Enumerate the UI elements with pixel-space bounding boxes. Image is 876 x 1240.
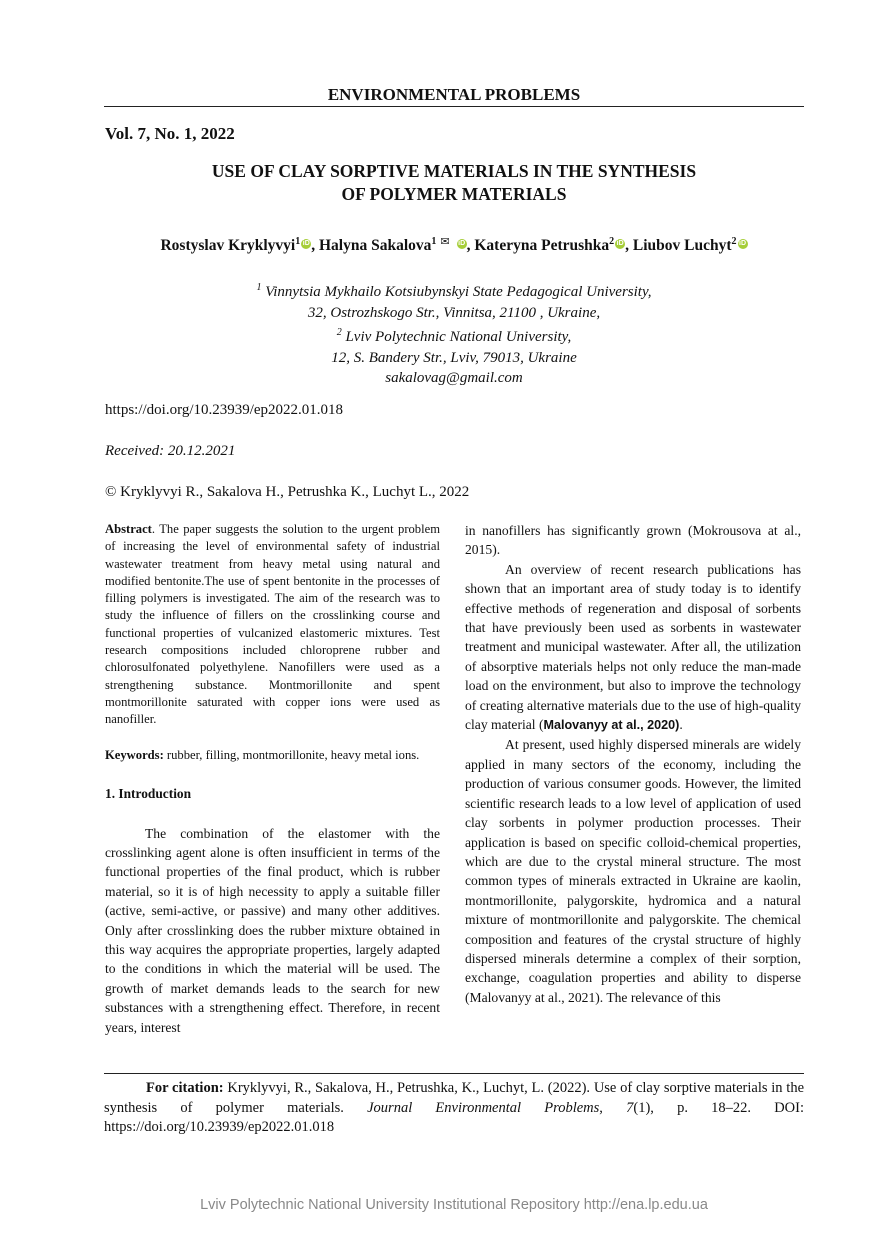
affiliation-line: 32, Ostrozhskogo Str., Vinnitsa, 21100 , Ukraine,: [307, 304, 601, 321]
intro-paragraph: The combination of the elastomer with the crosslinking agent alone is often insufficient in terms of the functional properties of the final product, which is rubber material, so it is of high necessity to apply a suitable filler (active, semi-active, or passive) and many other additives. Only after crosslinking does the rubber mixture obtained in this way acquires the appropriate properties, largely adapted to the conditions in which the material will be used. The growth of market demands leads to the search for new substances with a strengthening effect. Therefore, in recent years, interest: [105, 825, 440, 1035]
paragraph: An overview of recent research publications has shown that an important area of study today is to identify effective methods of regeneration and disposal of sorbents that have previously been used as sorbents in wastewater treatment and municipal wastewater. After all, the utilization of absorptive materials helps not only reduce the man-made load on the environment, but also to improve the technology of creating alternative materials due to the use of high-quality clay material (Malovanyy at al., 2020).: [465, 561, 801, 733]
reference-link[interactable]: Malovanyy at al., 2020): [543, 718, 680, 733]
citation-block: For citation: Kryklyvyi, R., Sakalova, H., Petrushka, K., Luchyt, L. (2022). Use of clay sorptive materials in the synthesis of polymer materials. Journal Environmental Problems, 7(1), p. 18–22. DOI: https://doi.org/10.23939/ep2022.01.018: [104, 1073, 804, 1138]
envelope-icon[interactable]: ✉: [440, 236, 450, 248]
author-name: Kateryna Petrushka: [474, 237, 610, 254]
author-list: Rostyslav Kryklyvyi$^1$ iD, Halyna Sakalova$^1$ ✉ iD, Kateryna Petrushka$^2$ iD, Liubov Luchyt$^2$ iD: [160, 235, 747, 254]
abstract: [105, 521, 440, 729]
title-line: OF POLYMER MATERIALS: [341, 184, 567, 204]
author[interactable]: Halyna Sakalova$^1$: [319, 235, 437, 254]
received-date: Received: 20.12.2021: [105, 443, 236, 459]
orcid-icon[interactable]: iD: [739, 240, 747, 247]
author[interactable]: Rostyslav Kryklyvyi$^1$: [160, 235, 301, 254]
section-heading: 1. Introduction: [105, 785, 192, 801]
keywords-label: Keywords:: [105, 747, 164, 762]
author[interactable]: Kateryna Petrushka$^2$: [474, 235, 615, 254]
citation-label: For citation:: [146, 1080, 224, 1096]
journal-name: Journal Environmental Problems: [367, 1099, 600, 1116]
right-column: [465, 521, 801, 1007]
paragraph: in nanofillers has significantly grown (Mokrousova at al., 2015).: [465, 523, 801, 558]
repository-footer[interactable]: Lviv Polytechnic National University Institutional Repository http://ena.lp.edu.ua: [200, 1197, 708, 1213]
author-name: Rostyslav Kryklyvyi: [160, 237, 296, 254]
keywords: [105, 748, 440, 763]
orcid-icon[interactable]: iD: [302, 240, 310, 247]
affiliation-line: $^2$ Lviv Polytechnic National University,: [336, 327, 572, 345]
journal-header: ENVIRONMENTAL PROBLEMS: [104, 85, 804, 107]
affiliations: [104, 278, 804, 389]
keywords-text: rubber, filling, montmorillonite, heavy metal ions.: [163, 747, 420, 762]
orcid-icon[interactable]: iD: [458, 240, 466, 247]
abstract-text: . The paper suggests the solution to the urgent problem of increasing the level of environmental safety of industrial wastewater treatment from heavy metal using natural and modified bentonite.The use of spent bentonite in the processes of filling polymers is investigated. The aim of the research was to study the influence of fillers on the crosslinking course and functional properties of vulcanized elastomeric mixtures. Test research compositions included chloroprene rubber and chlorosulfonated polyethylene. Nanofillers were used as a strengthening substance. Montmorillonite and spent montmorillonite saturated with copper ions were used as nanofiller.: [105, 522, 440, 727]
author[interactable]: Liubov Luchyt$^2$: [632, 235, 737, 254]
title-line: USE OF CLAY SORPTIVE MATERIALS IN THE SYNTHESIS: [211, 161, 697, 181]
volume-info: Vol. 7, No. 1, 2022: [105, 124, 235, 143]
author-name: Liubov Luchyt: [632, 237, 732, 254]
doi-link[interactable]: https://doi.org/10.23939/ep2022.01.018: [105, 402, 344, 418]
orcid-icon[interactable]: iD: [616, 240, 624, 247]
copyright: © Kryklyvyi R., Sakalova H., Petrushka K., Luchyt L., 2022: [105, 484, 470, 500]
left-column: [105, 521, 440, 1037]
email-address[interactable]: sakalovag@gmail.com: [385, 370, 523, 386]
affiliation-line: $^1$ Vinnytsia Mykhailo Kotsiubynskyi State Pedagogical University,: [256, 282, 652, 300]
abstract-label: Abstract: [105, 522, 152, 536]
paper-title: [104, 160, 804, 206]
paragraph: At present, used highly dispersed minerals are widely applied in many sectors of the economy, including the production of various consumer goods. However, the limited scientific research leads to a low level of application of used clay sorbents in polymer production processes. Their application is based on specific colloid-chemical properties, which are due to the crystal mineral structure. The most common types of minerals extracted in Ukraine are kaolin, montmorillonite, palygorskite, hydromica and a natural mixture of montmorillonite and palygorskite. The chemical composition and features of the crystal structure of highly dispersed minerals determine a complex of their sorption, exchange, coagulation properties and ability to disperse (Malovanyy at al., 2021). The relevance of this: [465, 737, 801, 1005]
author-name: Halyna Sakalova: [319, 237, 432, 254]
affiliation-line: 12, S. Bandery Str., Lviv, 79013, Ukraine: [331, 349, 577, 366]
